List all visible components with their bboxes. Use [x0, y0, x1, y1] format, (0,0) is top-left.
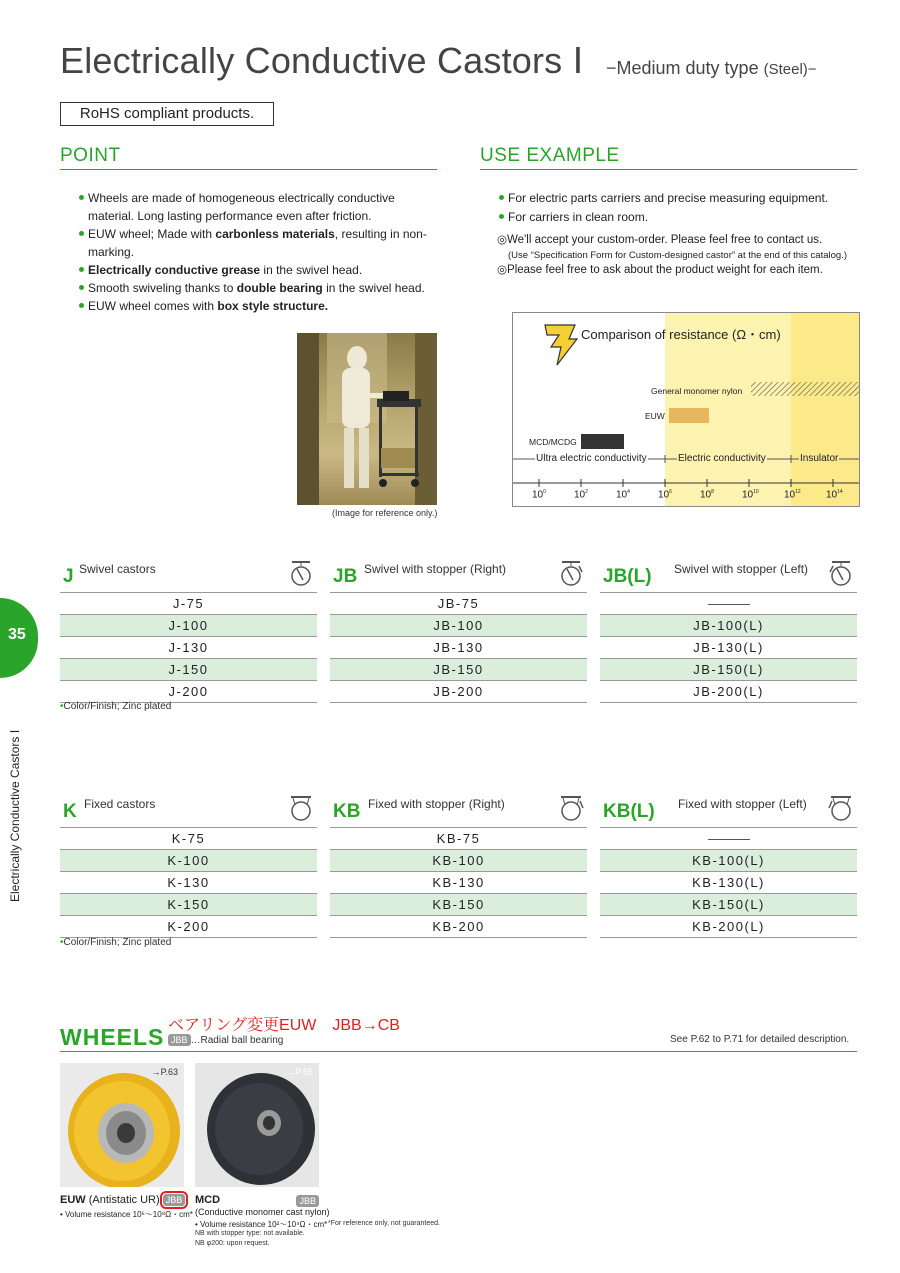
point-emphasis: box style structure. — [217, 299, 329, 313]
fixed-stopper-left-icon — [828, 795, 854, 823]
table-row: JB-200(L) — [600, 681, 857, 703]
general-nylon-label: General monomer nylon — [651, 386, 743, 396]
vertical-label-text: Electrically Conductive Castors Ⅰ — [8, 729, 22, 902]
point-item — [79, 261, 429, 279]
tick-base: 10 — [826, 489, 838, 501]
point-text-after: in the swivel head. — [260, 263, 363, 277]
euw-volume-resistance: • Volume resistance 10⁶〜10⁸Ω・cm* — [60, 1210, 193, 1219]
custom-order-note: ◎We'll accept your custom-order. Please feel free to contact us. — [497, 234, 823, 246]
mcd-wheel-image — [195, 1063, 319, 1187]
euw-jbb-badge: JBB — [163, 1194, 186, 1206]
empty-dash — [708, 604, 750, 605]
table-jbl-rows — [600, 615, 857, 703]
table-row: JB-130(L) — [600, 637, 857, 659]
point-item — [79, 225, 429, 261]
point-text-after: , resulting in non-marking. — [88, 227, 427, 259]
table-jbl-code: JB(L) — [603, 566, 652, 587]
mcd-note-stopper: NB with stopper type: not available. — [195, 1230, 305, 1237]
table-kb — [330, 793, 587, 938]
table-j-label: Swivel castors — [79, 562, 156, 576]
mcd-volume-resistance: • Volume resistance 10²〜10⁴Ω・cm* — [195, 1220, 328, 1229]
subtitle-material: (Steel)− — [763, 61, 817, 78]
table-k-header — [60, 793, 317, 828]
page-title: Electrically Conductive Castors Ⅰ — [60, 40, 584, 81]
axis-tick-label — [658, 489, 672, 500]
point-text-after: in the swivel head. — [322, 281, 425, 295]
reference-photo — [297, 333, 437, 505]
axis-tick-label — [826, 489, 843, 500]
euw-label: EUW — [645, 411, 665, 421]
swivel-stopper-left-icon — [828, 560, 854, 588]
insulator-zone-bg — [791, 313, 859, 506]
weight-note: ◎Please feel free to ask about the product weight for each item. — [497, 264, 823, 276]
tick-base: 10 — [742, 489, 754, 501]
mcd-wheel-card — [195, 1063, 319, 1187]
table-jb-code: JB — [333, 566, 358, 587]
euw-wheel-image — [60, 1063, 184, 1187]
table-row: J-75 — [60, 593, 317, 615]
table-k-label: Fixed castors — [84, 797, 156, 811]
point-emphasis: carbonless materials — [215, 227, 335, 241]
table-row: K-75 — [60, 828, 317, 850]
chart-title: Comparison of resistance (Ω・cm) — [581, 327, 781, 342]
table-jb-header — [330, 558, 587, 593]
point-text: Smooth swiveling thanks to — [88, 281, 237, 295]
fixed-footnote: •Color/Finish; Zinc plated — [60, 937, 172, 948]
cleanroom-image — [297, 333, 437, 505]
table-kbl — [600, 793, 857, 938]
table-jb — [330, 558, 587, 703]
euw-page-ref: →P.63 — [151, 1067, 178, 1077]
tick-exponent: 14 — [837, 489, 843, 495]
axis-tick-label — [700, 489, 714, 500]
page-number-tab — [0, 598, 38, 678]
table-kb-header — [330, 793, 587, 828]
bearing-change-note: ベアリング変更EUW JBB→CB — [168, 1017, 400, 1034]
tick-exponent: 12 — [795, 489, 801, 495]
table-jbl-header — [600, 558, 857, 593]
tick-exponent: 2 — [585, 489, 588, 495]
fixed-stopper-right-icon — [558, 795, 584, 823]
table-row: KB-100 — [330, 850, 587, 872]
fixed-castor-icon — [288, 795, 314, 823]
table-row: JB-130 — [330, 637, 587, 659]
table-row: K-150 — [60, 894, 317, 916]
jbb-badge: JBB — [168, 1034, 191, 1046]
point-emphasis: Electrically conductive grease — [88, 263, 261, 277]
swivel-stopper-right-icon — [558, 560, 584, 588]
table-row: JB-150 — [330, 659, 587, 681]
point-heading: POINT — [60, 145, 437, 170]
lightning-icon — [545, 325, 577, 365]
tick-exponent: 10 — [753, 489, 759, 495]
mcd-label: MCD/MCDG — [529, 437, 577, 447]
point-text: EUW wheel comes with — [88, 299, 218, 313]
euw-wheel-title — [60, 1194, 185, 1206]
use-example-heading: USE EXAMPLE — [480, 145, 857, 170]
tick-base: 10 — [616, 489, 628, 501]
tick-exponent: 8 — [711, 489, 714, 495]
point-item — [79, 279, 429, 297]
axis-tick-label — [532, 489, 546, 500]
table-row: JB-200 — [330, 681, 587, 703]
table-row: KB-200 — [330, 916, 587, 938]
zone-insulator: Insulator — [800, 453, 839, 464]
swivel-footnote-text: Color/Finish; Zinc plated — [63, 701, 172, 712]
mcd-desc: (Conductive monomer cast nylon) — [195, 1207, 330, 1217]
table-row — [600, 593, 857, 615]
wheels-divider — [60, 1051, 857, 1052]
tick-base: 10 — [658, 489, 670, 501]
table-jb-rows — [330, 593, 587, 703]
point-item — [79, 297, 429, 315]
wheels-heading: WHEELS — [60, 1024, 165, 1050]
page-subtitle — [606, 58, 817, 79]
mcd-wheel-title — [195, 1194, 319, 1206]
point-item — [79, 189, 429, 225]
table-row: K-200 — [60, 916, 317, 938]
table-kb-label: Fixed with stopper (Right) — [368, 797, 505, 811]
table-k-rows — [60, 828, 317, 938]
table-kbl-rows — [600, 850, 857, 938]
tick-exponent: 0 — [543, 489, 546, 495]
photo-caption: (Image for reference only.) — [332, 508, 438, 518]
table-row: K-100 — [60, 850, 317, 872]
table-kbl-label: Fixed with stopper (Left) — [678, 797, 807, 811]
mcd-bar — [581, 434, 624, 449]
table-row: KB-100(L) — [600, 850, 857, 872]
mcd-note-size: NB φ200: upon request. — [195, 1240, 270, 1247]
fixed-footnote-text: Color/Finish; Zinc plated — [63, 937, 172, 948]
table-row: JB-75 — [330, 593, 587, 615]
tick-exponent: 4 — [627, 489, 630, 495]
table-jbl — [600, 558, 857, 703]
axis-tick-label — [784, 489, 801, 500]
table-row: JB-150(L) — [600, 659, 857, 681]
euw-desc: (Antistatic UR) — [85, 1194, 160, 1206]
table-k — [60, 793, 317, 938]
tick-base: 10 — [784, 489, 796, 501]
use-example-item: For electric parts carriers and precise measuring equipment. — [499, 189, 859, 208]
table-jb-label: Swivel with stopper (Right) — [364, 562, 507, 576]
mcd-vol-text: Volume resistance 10²〜10⁴Ω・cm* — [200, 1220, 328, 1229]
euw-name: EUW — [60, 1194, 86, 1206]
table-kbl-code: KB(L) — [603, 801, 655, 822]
use-example-list — [499, 189, 859, 227]
bearing-legend-text: …Radial ball bearing — [190, 1035, 284, 1046]
table-kb-code: KB — [333, 801, 361, 822]
table-row: J-200 — [60, 681, 317, 703]
tick-base: 10 — [574, 489, 586, 501]
table-row: J-150 — [60, 659, 317, 681]
table-j-header — [60, 558, 317, 593]
vertical-section-label — [8, 690, 24, 902]
table-row: JB-100(L) — [600, 615, 857, 637]
swivel-footnote: •Color/Finish; Zinc plated — [60, 701, 172, 712]
swivel-castor-icon — [288, 560, 314, 588]
zone-electric: Electric conductivity — [678, 453, 766, 464]
point-text: EUW wheel; Made with — [88, 227, 216, 241]
table-kb-rows — [330, 828, 587, 938]
point-text: Wheels are made of homogeneous electrically conductive material. Long lasting performance even after friction. — [88, 191, 395, 223]
empty-dash — [708, 839, 750, 840]
euw-bar — [669, 408, 709, 423]
table-row: KB-150 — [330, 894, 587, 916]
euw-wheel-card — [60, 1063, 184, 1187]
table-j — [60, 558, 317, 703]
table-row — [600, 828, 857, 850]
table-row: KB-130(L) — [600, 872, 857, 894]
tick-base: 10 — [532, 489, 544, 501]
page-number: 35 — [8, 626, 26, 643]
axis-tick-label — [742, 489, 759, 500]
zone-ultra: Ultra electric conductivity — [536, 453, 647, 464]
axis-tick-label — [616, 489, 630, 500]
table-row: J-100 — [60, 615, 317, 637]
point-emphasis: double bearing — [236, 281, 323, 295]
table-k-code: K — [63, 801, 77, 822]
table-j-rows — [60, 593, 317, 703]
bearing-legend — [168, 1034, 283, 1046]
point-list — [79, 189, 429, 315]
subtitle-text: −Medium duty type — [606, 58, 764, 78]
table-row: K-130 — [60, 872, 317, 894]
table-kbl-header — [600, 793, 857, 828]
table-row: KB-200(L) — [600, 916, 857, 938]
mcd-name: MCD — [195, 1194, 221, 1206]
general-nylon-bar — [751, 382, 859, 396]
tick-base: 10 — [700, 489, 712, 501]
mcd-page-ref: →P.65 — [286, 1067, 313, 1077]
see-also-note: See P.62 to P.71 for detailed description. — [670, 1034, 850, 1045]
table-row: J-130 — [60, 637, 317, 659]
use-example-item: For carriers in clean room. — [499, 208, 859, 227]
euw-vol-text: Volume resistance 10⁶〜10⁸Ω・cm* — [65, 1210, 193, 1219]
resistance-comparison-chart — [512, 312, 860, 507]
rohs-badge: RoHS compliant products. — [60, 102, 274, 126]
table-j-code: J — [63, 566, 74, 587]
table-row: JB-100 — [330, 615, 587, 637]
table-jbl-label: Swivel with stopper (Left) — [674, 562, 809, 576]
table-row: KB-130 — [330, 872, 587, 894]
custom-order-subnote: (Use “Specification Form for Custom-designed castor” at the end of this catalog.) — [508, 250, 847, 261]
table-row: KB-150(L) — [600, 894, 857, 916]
axis-tick-label — [574, 489, 588, 500]
mcd-jbb-badge: JBB — [296, 1195, 319, 1207]
tick-exponent: 6 — [669, 489, 672, 495]
table-row: KB-75 — [330, 828, 587, 850]
reference-note: *For reference only, not guaranteed. — [328, 1220, 440, 1227]
